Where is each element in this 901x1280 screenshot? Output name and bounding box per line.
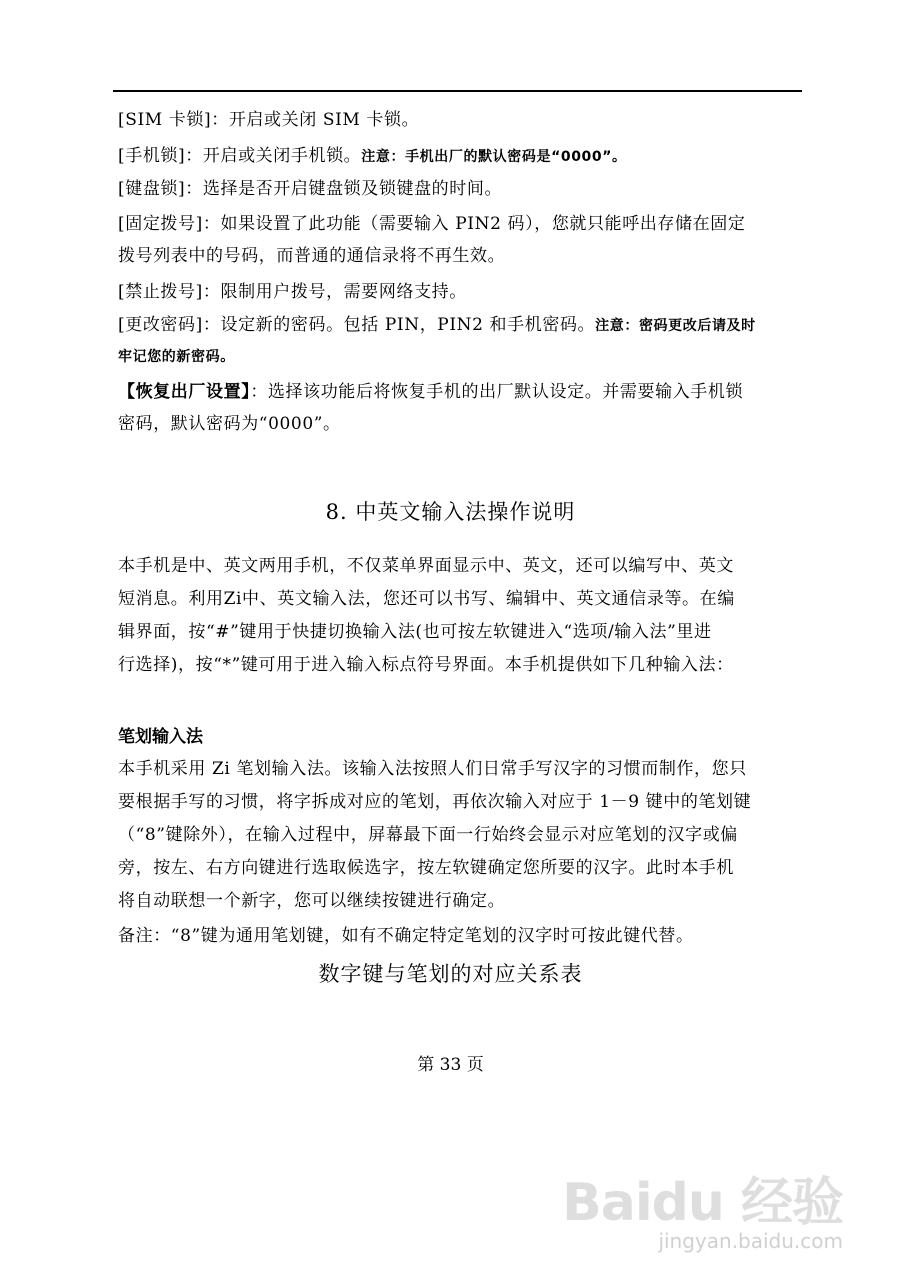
section-title: 8. 中英文输入法操作说明 xyxy=(325,500,576,524)
change-password-note: 注意：密码更改后请及时 xyxy=(595,318,756,334)
header-rule xyxy=(113,90,802,92)
table-title: 数字键与笔划的对应关系表 xyxy=(318,962,583,986)
change-password-text: [更改密码]：设定新的密码。包括 PIN，PIN2 和手机密码。 xyxy=(118,315,596,335)
change-password-note-cont: 牢记您的新密码。 xyxy=(118,349,235,365)
restore-line-2: 密码，默认密码为“0000”。 xyxy=(118,414,341,434)
stroke-line-5: 将自动联想一个新字，您可以继续按键进行确定。 xyxy=(118,891,506,911)
phone-lock-note: 注意：手机出厂的默认密码是“0000”。 xyxy=(361,149,627,165)
intro-line-3: 辑界面，按“#”键用于快捷切换输入法(也可按左软键进入“选项/输入法”里进 xyxy=(118,622,712,642)
restore-text: ：选择该功能后将恢复手机的出厂默认设定。并需要输入手机锁 xyxy=(250,382,744,402)
restore-heading: 【恢复出厂设置】 xyxy=(118,382,251,402)
phone-lock-line xyxy=(118,144,627,169)
restore-line-1 xyxy=(118,380,743,404)
sim-lock-line: [SIM 卡锁]：开启或关闭 SIM 卡锁。 xyxy=(118,110,420,130)
baidu-jingyan-watermark xyxy=(562,1160,843,1253)
barring-line: [禁止拨号]：限制用户拨号，需要网络支持。 xyxy=(118,282,467,302)
stroke-line-2: 要根据手写的习惯，将字拆成对应的笔划，再依次输入对应于 1－9 键中的笔划键 xyxy=(118,792,752,812)
stroke-line-1: 本手机采用 Zi 笔划输入法。该输入法按照人们日常手写汉字的习惯而制作，您只 xyxy=(118,759,747,779)
stroke-line-3: （“8”键除外），在输入过程中，屏幕最下面一行始终会显示对应笔划的汉字或偏 xyxy=(118,825,738,845)
intro-line-4: 行选择)，按“*”键可用于进入输入标点符号界面。本手机提供如下几种输入法： xyxy=(118,655,734,675)
phone-lock-text: [手机锁]：开启或关闭手机锁。 xyxy=(118,146,362,166)
change-password-line xyxy=(118,313,756,338)
page-number: 第 33 页 xyxy=(417,1055,484,1075)
intro-line-1: 本手机是中、英文两用手机，不仅菜单界面显示中、英文，还可以编写中、英文 xyxy=(118,556,734,576)
stroke-line-4: 旁，按左、右方向键进行选取候选字，按左软键确定您所要的汉字。此时本手机 xyxy=(118,858,734,878)
fixed-dial-line-1: [固定拨号]：如果设置了此功能（需要输入 PIN2 码），您就只能呼出存储在固定 xyxy=(118,214,746,234)
fixed-dial-line-2: 拨号列表中的号码，而普通的通信录将不再生效。 xyxy=(118,246,506,266)
intro-line-2: 短消息。利用Zi中、英文输入法，您还可以书写、编辑中、英文通信录等。在编 xyxy=(118,589,735,609)
stroke-heading: 笔划输入法 xyxy=(118,727,203,747)
keypad-lock-line: [键盘锁]：选择是否开启键盘锁及锁键盘的时间。 xyxy=(118,179,503,199)
watermark-url: jingyan.baidu.com xyxy=(658,1229,843,1253)
stroke-note-line: 备注：“8”键为通用笔划键，如有不确定特定笔划的汉字时可按此键代替。 xyxy=(118,926,694,946)
watermark-logo: Baidu 经验 xyxy=(562,1173,843,1233)
